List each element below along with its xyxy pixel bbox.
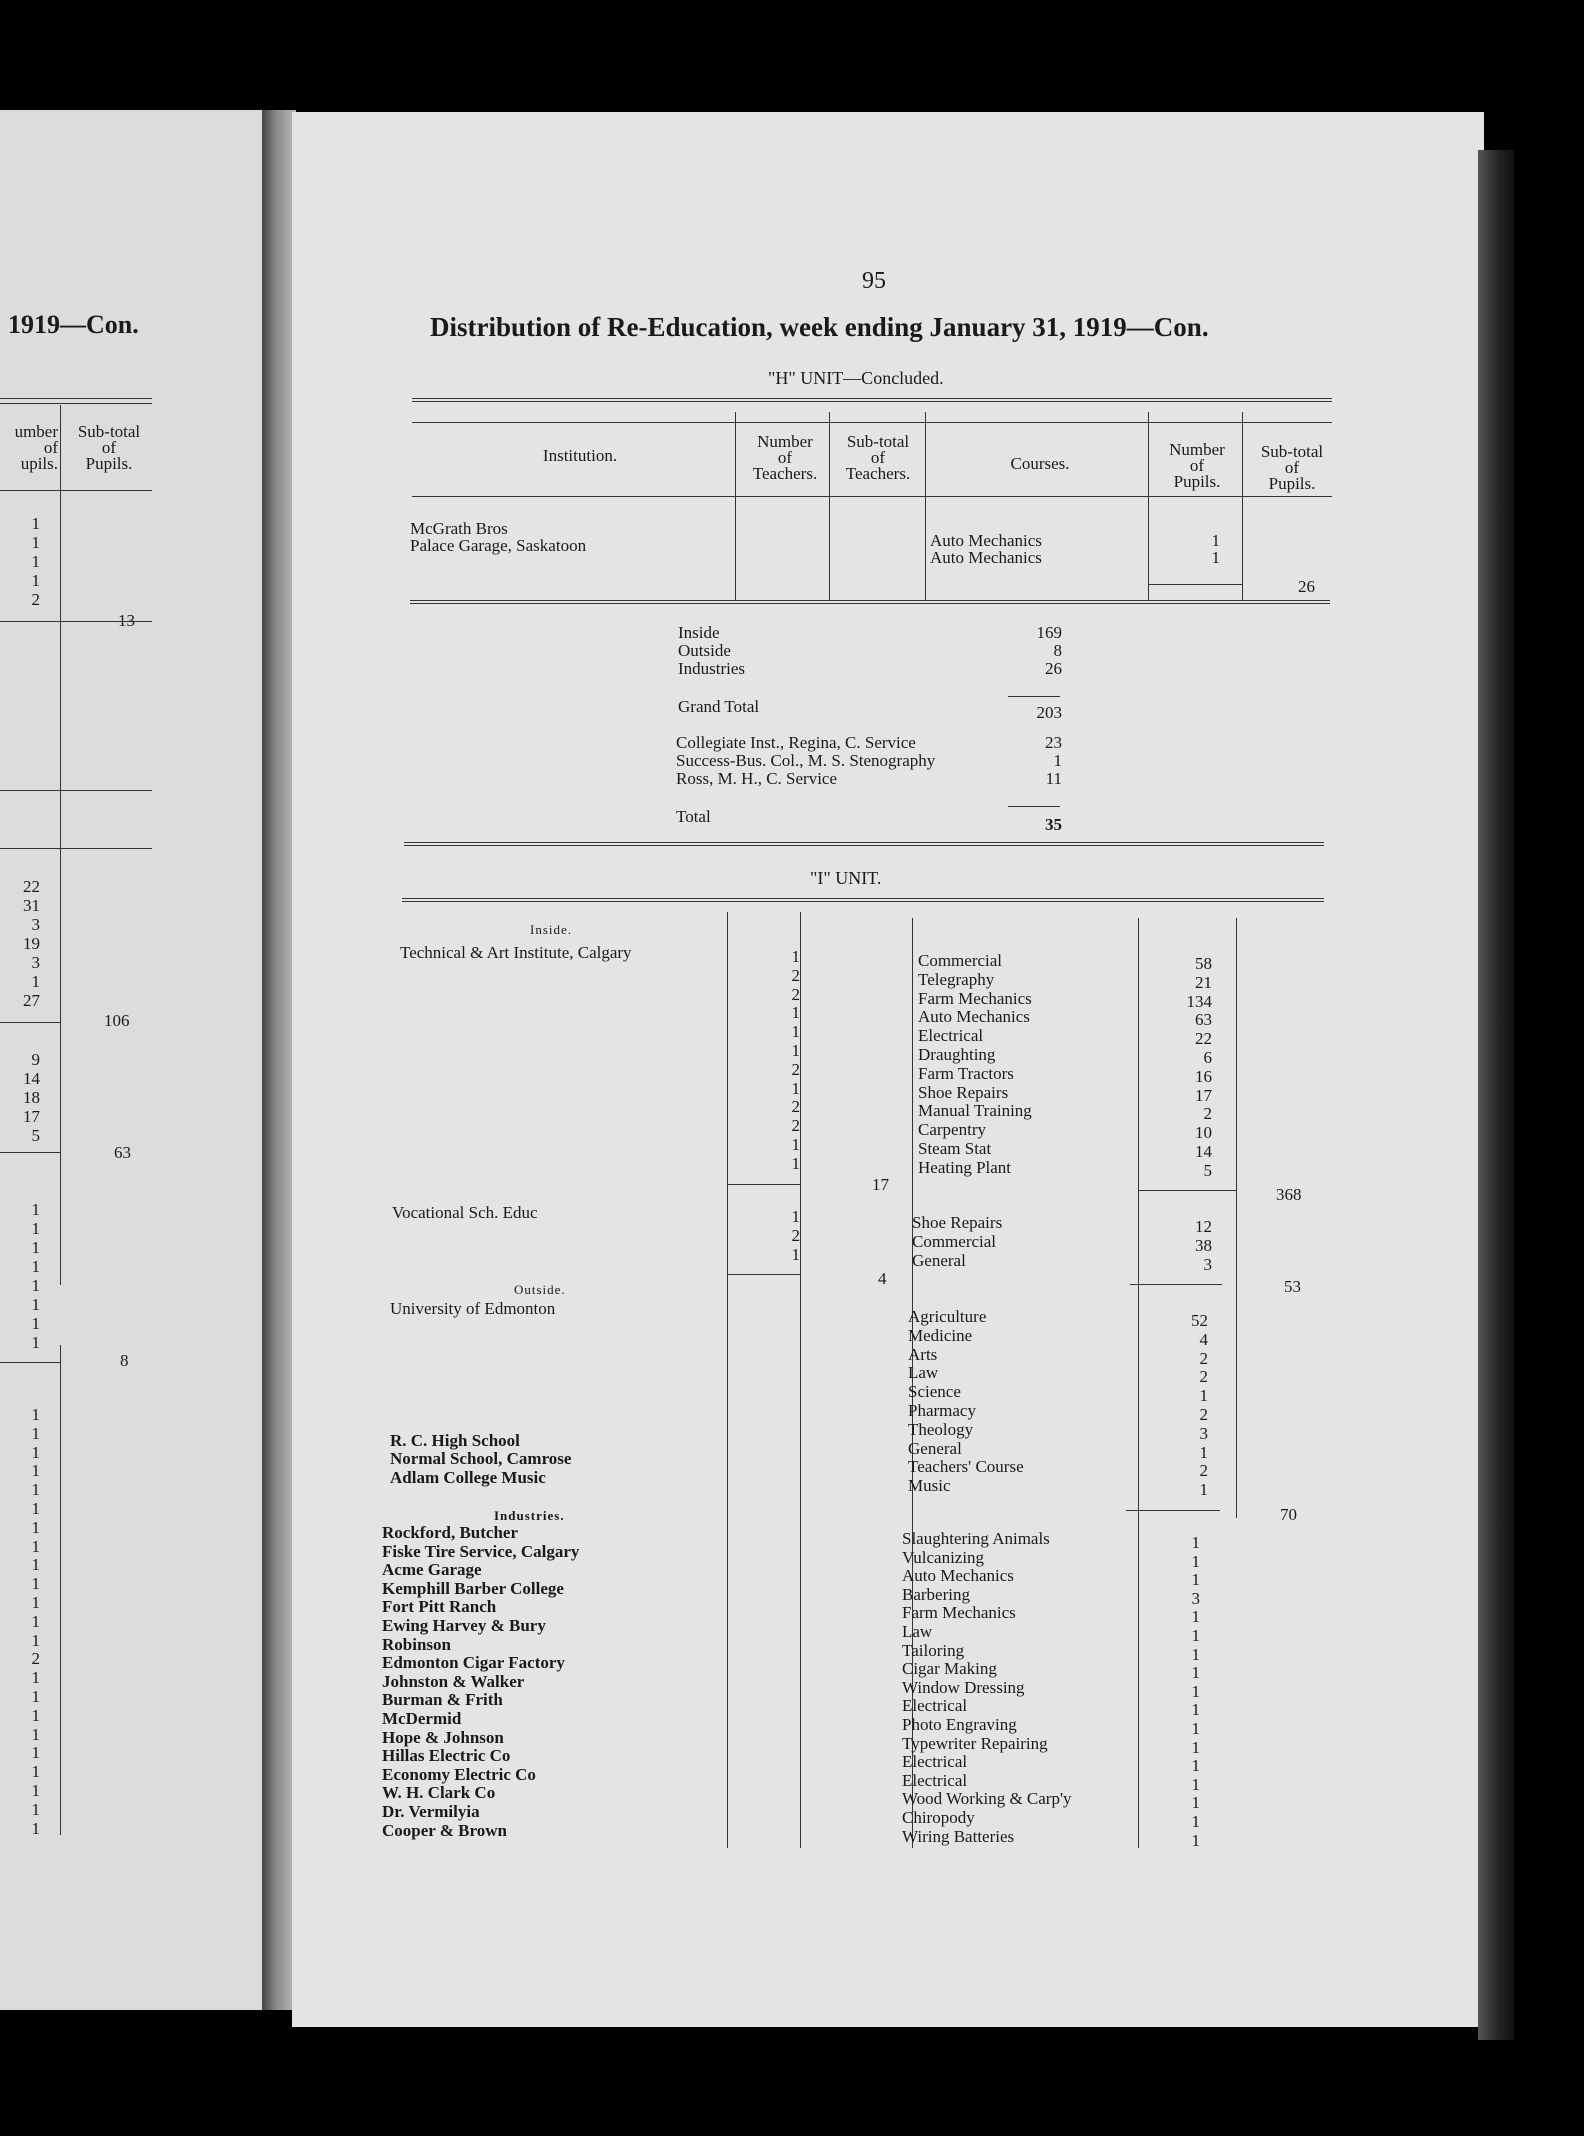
pupil-count: 19 bbox=[23, 934, 40, 953]
rule bbox=[1148, 584, 1242, 585]
blank-row bbox=[390, 1338, 571, 1357]
institution-name: Burman & Frith bbox=[382, 1690, 503, 1710]
header-institution: Institution. bbox=[542, 446, 618, 465]
column-divider bbox=[829, 412, 830, 600]
vocational-pupil-subtotal: 53 bbox=[1284, 1277, 1301, 1296]
course-name: Window Dressing bbox=[902, 1677, 1025, 1697]
pupil-count: 1 bbox=[1191, 1811, 1200, 1831]
blank-row bbox=[390, 1413, 571, 1432]
pupil-count: 1 bbox=[31, 1257, 40, 1276]
pupil-count: 14 bbox=[1195, 1141, 1212, 1161]
course-name: Telegraphy bbox=[918, 969, 995, 989]
pupil-count: 4 bbox=[1199, 1329, 1208, 1349]
pupil-count: 1 bbox=[1191, 1718, 1200, 1738]
course-name: Law bbox=[908, 1363, 939, 1383]
pupil-count: 1 bbox=[31, 972, 40, 991]
pupil-count: 1 bbox=[1191, 1793, 1200, 1813]
column-divider bbox=[735, 412, 736, 600]
pupil-count: 2 bbox=[1199, 1461, 1208, 1481]
pupil-count: 2 bbox=[1199, 1404, 1208, 1424]
rule bbox=[412, 422, 1332, 423]
industry-institutions bbox=[382, 1524, 579, 1840]
industry-pupils bbox=[1170, 1534, 1200, 1850]
left-counts-block5 bbox=[0, 1406, 40, 1838]
rule bbox=[0, 490, 152, 491]
course-name: Chiropody bbox=[902, 1807, 975, 1827]
pupil-count: 1 bbox=[31, 1333, 40, 1352]
left-subtotal-4: 8 bbox=[120, 1351, 129, 1370]
summary-label: Ross, M. H., C. Service bbox=[676, 769, 838, 788]
course-name: Farm Tractors bbox=[918, 1063, 1014, 1083]
course-name: Heating Plant bbox=[918, 1157, 1012, 1177]
column-divider bbox=[1138, 918, 1139, 1848]
pupil-count: 1 bbox=[31, 1668, 40, 1688]
teacher-count: 1 bbox=[791, 1153, 800, 1173]
summary-value: 26 bbox=[1045, 659, 1062, 678]
i-unit-caption: "I" UNIT. bbox=[810, 868, 882, 888]
teacher-count: 1 bbox=[791, 947, 800, 966]
pupil-count: 2 bbox=[1203, 1104, 1212, 1124]
pupil-count: 1 bbox=[31, 552, 40, 571]
institution-name: W. H. Clark Co bbox=[382, 1783, 496, 1803]
pupil-count: 1 bbox=[31, 1555, 40, 1575]
pupil-count: 6 bbox=[1203, 1047, 1212, 1067]
rule bbox=[1126, 1510, 1220, 1511]
course-name: Manual Training bbox=[918, 1101, 1032, 1121]
summary-label: Collegiate Inst., Regina, C. Service bbox=[676, 733, 916, 752]
pupil-count: 1 bbox=[31, 1405, 40, 1424]
pupil-count: 1 bbox=[31, 1219, 40, 1238]
pupil-count: 52 bbox=[1191, 1311, 1208, 1330]
technical-pupil-subtotal: 368 bbox=[1276, 1185, 1302, 1204]
technical-pupils bbox=[1172, 955, 1212, 1181]
page-edge bbox=[1478, 150, 1514, 2040]
course-name: Agriculture bbox=[908, 1307, 987, 1326]
pupil-count: 1 bbox=[31, 1536, 40, 1556]
rule bbox=[727, 1274, 800, 1275]
pupil-count: 134 bbox=[1186, 991, 1212, 1011]
pupil-count: 1 bbox=[31, 1818, 40, 1838]
pupil-count: 1 bbox=[31, 514, 40, 533]
pupil-count: 1 bbox=[31, 571, 40, 590]
header-num-teachers: Number of Teachers. bbox=[752, 432, 818, 483]
left-header-subtotal: Sub-total of Pupils. bbox=[77, 422, 141, 473]
pupil-count: 1 bbox=[31, 1574, 40, 1594]
vocational-institution: Vocational Sch. Educ bbox=[392, 1203, 538, 1222]
course-name: Barbering bbox=[902, 1584, 970, 1604]
pupil-count: 3 bbox=[31, 953, 40, 972]
grand-total-value: 203 bbox=[1036, 703, 1062, 722]
rule bbox=[0, 398, 152, 399]
course-name: Electrical bbox=[902, 1752, 968, 1772]
institution-name: Normal School, Camrose bbox=[390, 1449, 572, 1469]
pupil-count: 1 bbox=[31, 1442, 40, 1462]
teacher-count: 1 bbox=[791, 1078, 800, 1098]
course-name: Electrical bbox=[918, 1026, 984, 1046]
summary-label: Outside bbox=[678, 641, 731, 660]
course-name: Auto Mechanics bbox=[930, 531, 1042, 550]
column-divider bbox=[1148, 412, 1149, 600]
pupil-count: 1 bbox=[31, 1295, 40, 1314]
institution-name: Hillas Electric Co bbox=[382, 1746, 511, 1766]
course-name: Electrical bbox=[902, 1696, 968, 1716]
pupil-count: 16 bbox=[1195, 1066, 1212, 1086]
course-name: Draughting bbox=[918, 1044, 996, 1064]
technical-courses bbox=[918, 952, 1032, 1178]
pupil-count: 17 bbox=[1195, 1085, 1212, 1105]
pupil-count: 1 bbox=[31, 1743, 40, 1763]
pupil-count: 22 bbox=[23, 877, 40, 896]
teacher-count: 2 bbox=[791, 1116, 800, 1136]
column-divider bbox=[925, 412, 926, 600]
course-name: Commercial bbox=[912, 1231, 997, 1251]
pupil-count: 3 bbox=[1203, 1254, 1212, 1274]
pupil-count: 1 bbox=[31, 1517, 40, 1537]
rule bbox=[1138, 1190, 1236, 1191]
pupil-count: 1 bbox=[1211, 531, 1220, 550]
course-name: Arts bbox=[908, 1344, 938, 1364]
institution-name: Ewing Harvey & Bury bbox=[382, 1615, 546, 1635]
pupil-count: 9 bbox=[31, 1050, 40, 1069]
pupil-count: 1 bbox=[1199, 1480, 1208, 1500]
h-unit-pupils bbox=[1170, 532, 1220, 566]
institution-name: R. C. High School bbox=[390, 1430, 520, 1450]
pupil-count: 1 bbox=[31, 1705, 40, 1725]
pupil-count: 12 bbox=[1195, 1217, 1212, 1236]
teacher-count: 2 bbox=[791, 1225, 800, 1245]
pupil-count: 1 bbox=[31, 1592, 40, 1612]
pupil-count: 1 bbox=[31, 1238, 40, 1257]
pupil-count: 1 bbox=[1199, 1442, 1208, 1462]
inside-label: Inside. bbox=[530, 922, 573, 937]
summary-value: 169 bbox=[1036, 623, 1062, 642]
page-number: 95 bbox=[862, 268, 886, 294]
course-name: Cigar Making bbox=[902, 1659, 997, 1679]
pupil-count: 3 bbox=[31, 915, 40, 934]
summary-value: 23 bbox=[1045, 733, 1062, 752]
pupil-count: 18 bbox=[23, 1088, 40, 1107]
total-label: Total bbox=[676, 807, 711, 826]
pupil-count: 21 bbox=[1195, 972, 1212, 992]
institution-name: Fiske Tire Service, Calgary bbox=[382, 1541, 580, 1561]
left-page-title: 1919—Con. bbox=[8, 310, 139, 339]
teacher-count: 1 bbox=[791, 1022, 800, 1042]
header-courses: Courses. bbox=[1010, 454, 1070, 473]
pupil-count: 2 bbox=[31, 1649, 40, 1669]
pupil-count: 1 bbox=[1191, 1830, 1200, 1850]
h-unit-institutions bbox=[410, 520, 586, 554]
pupil-count: 1 bbox=[31, 1762, 40, 1782]
industry-courses bbox=[902, 1530, 1072, 1846]
technical-teacher-subtotal: 17 bbox=[872, 1175, 889, 1194]
summary-value: 8 bbox=[1053, 641, 1062, 660]
institution-name: Robinson bbox=[382, 1634, 451, 1654]
left-counts-block2 bbox=[0, 877, 40, 1010]
column-divider bbox=[60, 1345, 61, 1835]
summary-value: 11 bbox=[1045, 769, 1062, 788]
column-divider bbox=[60, 405, 61, 1285]
teacher-count: 1 bbox=[791, 1134, 800, 1154]
pupil-count: 1 bbox=[1191, 1607, 1200, 1627]
pupil-count: 1 bbox=[31, 1799, 40, 1819]
header-num-pupils: Number of Pupils. bbox=[1169, 440, 1225, 491]
h-unit-courses bbox=[930, 532, 1042, 566]
technical-teachers bbox=[770, 948, 800, 1174]
summary-value: 1 bbox=[1053, 751, 1062, 770]
pupil-count: 38 bbox=[1195, 1235, 1212, 1255]
rule bbox=[410, 600, 1330, 604]
teacher-count: 1 bbox=[791, 1244, 800, 1264]
institution-name: Fort Pitt Ranch bbox=[382, 1597, 497, 1617]
pupil-count: 1 bbox=[31, 1780, 40, 1800]
course-name: General bbox=[912, 1250, 966, 1270]
course-name: Photo Engraving bbox=[902, 1714, 1017, 1734]
blank-row bbox=[390, 1356, 571, 1375]
course-name: Typewriter Repairing bbox=[902, 1733, 1048, 1753]
summary-labels bbox=[678, 624, 745, 678]
course-name: Commercial bbox=[918, 951, 1003, 970]
outside-pupil-subtotal: 70 bbox=[1280, 1505, 1297, 1524]
rule bbox=[412, 496, 1332, 497]
rule bbox=[727, 1184, 800, 1185]
pupil-count: 1 bbox=[31, 1630, 40, 1650]
blank-row bbox=[390, 1394, 571, 1413]
institution-name: Dr. Vermilyia bbox=[382, 1801, 480, 1821]
left-header-number: umber of upils. bbox=[14, 422, 58, 473]
h-unit-caption: "H" UNIT—Concluded. bbox=[768, 368, 944, 388]
book-spine bbox=[262, 110, 296, 2010]
institution-name: McGrath Bros bbox=[410, 519, 508, 538]
summary-other-values bbox=[1010, 734, 1062, 788]
course-name: General bbox=[908, 1438, 962, 1458]
pupil-count: 1 bbox=[31, 1461, 40, 1481]
pupil-count: 63 bbox=[1195, 1010, 1212, 1030]
pupil-count: 1 bbox=[1191, 1700, 1200, 1720]
course-name: Science bbox=[908, 1382, 961, 1402]
pupil-count: 1 bbox=[1191, 1625, 1200, 1645]
institution-name: Economy Electric Co bbox=[382, 1764, 536, 1784]
pupil-count: 1 bbox=[31, 1724, 40, 1744]
pupil-count: 17 bbox=[23, 1107, 40, 1126]
industries-label: Industries. bbox=[494, 1508, 565, 1523]
h-unit-subtotal-pupils: 26 bbox=[1298, 577, 1315, 596]
pupil-count: 1 bbox=[31, 1200, 40, 1219]
summary-label: Success-Bus. Col., M. S. Stenography bbox=[676, 751, 936, 770]
pupil-count: 1 bbox=[1199, 1386, 1208, 1406]
column-divider bbox=[1236, 918, 1237, 1518]
teacher-count: 2 bbox=[791, 1059, 800, 1079]
teacher-count: 2 bbox=[791, 984, 800, 1004]
course-name: Tailoring bbox=[902, 1640, 965, 1660]
rule bbox=[0, 1152, 60, 1153]
pupil-count: 3 bbox=[1199, 1423, 1208, 1443]
institution-name: University of Edmonton bbox=[390, 1299, 556, 1318]
pupil-count: 1 bbox=[1191, 1774, 1200, 1794]
rule bbox=[412, 398, 1332, 402]
pupil-count: 1 bbox=[1191, 1644, 1200, 1664]
course-name: Medicine bbox=[908, 1325, 973, 1345]
pupil-count: 31 bbox=[23, 896, 40, 915]
summary-label: Inside bbox=[678, 623, 720, 642]
course-name: Teachers' Course bbox=[908, 1457, 1024, 1477]
summary-values bbox=[1010, 624, 1062, 678]
pupil-count: 5 bbox=[1203, 1160, 1212, 1180]
institution-name: Cooper & Brown bbox=[382, 1820, 507, 1840]
rule bbox=[0, 848, 152, 849]
institution-name: McDermid bbox=[382, 1708, 462, 1728]
pupil-count: 58 bbox=[1195, 954, 1212, 973]
course-name: Shoe Repairs bbox=[912, 1213, 1003, 1232]
summary-label: Industries bbox=[678, 659, 746, 678]
page-title: Distribution of Re-Education, week ending January 31, 1919—Con. bbox=[430, 312, 1209, 342]
pupil-count: 3 bbox=[1191, 1588, 1200, 1608]
institution-name: Kemphill Barber College bbox=[382, 1578, 564, 1598]
institution-name: Adlam College Music bbox=[390, 1468, 546, 1488]
pupil-count: 10 bbox=[1195, 1123, 1212, 1143]
course-name: Law bbox=[902, 1621, 933, 1641]
pupil-count: 1 bbox=[31, 1423, 40, 1443]
course-name: Music bbox=[908, 1476, 951, 1496]
left-counts-block1 bbox=[0, 514, 40, 609]
course-name: Theology bbox=[908, 1419, 974, 1439]
left-counts-block3 bbox=[0, 1050, 40, 1145]
outside-courses bbox=[908, 1308, 1024, 1496]
course-name: Farm Mechanics bbox=[918, 988, 1032, 1008]
header-subtotal-teachers: Sub-total of Teachers. bbox=[845, 432, 911, 483]
vocational-courses bbox=[912, 1214, 1002, 1270]
pupil-count: 2 bbox=[1199, 1367, 1208, 1387]
pupil-count: 1 bbox=[31, 1314, 40, 1333]
course-name: Shoe Repairs bbox=[918, 1082, 1009, 1102]
course-name: Auto Mechanics bbox=[930, 548, 1042, 567]
outside-pupils bbox=[1168, 1312, 1208, 1500]
summary-other-labels bbox=[676, 734, 935, 788]
pupil-count: 1 bbox=[31, 1611, 40, 1631]
blank-row bbox=[390, 1375, 571, 1394]
left-subtotal-3: 63 bbox=[114, 1143, 131, 1162]
blank-row bbox=[390, 1319, 571, 1338]
total-value: 35 bbox=[1045, 815, 1062, 834]
pupil-count: 1 bbox=[1211, 548, 1220, 567]
outside-label: Outside. bbox=[514, 1282, 566, 1297]
rule bbox=[0, 1362, 60, 1363]
pupil-count: 1 bbox=[31, 1276, 40, 1295]
teacher-count: 2 bbox=[791, 1097, 800, 1117]
course-name: Pharmacy bbox=[908, 1400, 976, 1420]
rule bbox=[402, 898, 1324, 902]
pupil-count: 1 bbox=[31, 1498, 40, 1518]
course-name: Steam Stat bbox=[918, 1138, 992, 1158]
course-name: Farm Mechanics bbox=[902, 1603, 1016, 1623]
pupil-count: 14 bbox=[23, 1069, 40, 1088]
column-divider bbox=[727, 912, 728, 1848]
column-divider bbox=[1242, 412, 1243, 600]
pupil-count: 1 bbox=[1191, 1737, 1200, 1757]
institution-name: Edmonton Cigar Factory bbox=[382, 1653, 565, 1673]
left-page bbox=[0, 110, 270, 2010]
course-name: Slaughtering Animals bbox=[902, 1529, 1050, 1548]
course-name: Electrical bbox=[902, 1770, 968, 1790]
pupil-count: 27 bbox=[23, 991, 40, 1010]
institution-name: Hope & Johnson bbox=[382, 1727, 504, 1747]
vocational-pupils bbox=[1172, 1218, 1212, 1274]
pupil-count: 1 bbox=[31, 1686, 40, 1706]
rule bbox=[0, 790, 152, 791]
institution-name: Johnston & Walker bbox=[382, 1671, 525, 1691]
rule bbox=[1008, 806, 1060, 807]
pupil-count: 1 bbox=[1191, 1570, 1200, 1590]
pupil-count: 2 bbox=[1199, 1348, 1208, 1368]
grand-total-label: Grand Total bbox=[678, 697, 760, 716]
pupil-count: 1 bbox=[1191, 1756, 1200, 1776]
header-subtotal-pupils: Sub-total of Pupils. bbox=[1260, 442, 1324, 493]
teacher-count: 2 bbox=[791, 965, 800, 985]
left-subtotal-2: 106 bbox=[104, 1011, 130, 1030]
course-name: Carpentry bbox=[918, 1120, 986, 1140]
rule bbox=[0, 1022, 60, 1023]
course-name: Wiring Batteries bbox=[902, 1826, 1015, 1846]
course-name: Vulcanizing bbox=[902, 1547, 985, 1567]
vocational-teacher-subtotal: 4 bbox=[878, 1269, 887, 1288]
course-name: Auto Mechanics bbox=[902, 1566, 1014, 1586]
technical-institution: Technical & Art Institute, Calgary bbox=[400, 943, 632, 962]
column-divider bbox=[800, 912, 801, 1848]
rule bbox=[0, 403, 152, 404]
rule bbox=[1130, 1284, 1222, 1285]
rule bbox=[404, 842, 1324, 846]
pupil-count: 1 bbox=[1191, 1663, 1200, 1683]
pupil-count: 5 bbox=[31, 1126, 40, 1145]
outside-institutions bbox=[390, 1300, 571, 1488]
pupil-count: 1 bbox=[1191, 1551, 1200, 1571]
teacher-count: 1 bbox=[791, 1003, 800, 1023]
institution-name: Palace Garage, Saskatoon bbox=[410, 536, 587, 555]
rule bbox=[1008, 696, 1060, 697]
pupil-count: 1 bbox=[31, 1480, 40, 1500]
teacher-count: 1 bbox=[791, 1040, 800, 1060]
vocational-teachers bbox=[770, 1208, 800, 1264]
course-name: Wood Working & Carp'y bbox=[902, 1789, 1072, 1809]
teacher-count: 1 bbox=[791, 1207, 800, 1226]
pupil-count: 1 bbox=[1191, 1533, 1200, 1552]
left-subtotal-1: 13 bbox=[118, 611, 135, 630]
pupil-count: 22 bbox=[1195, 1029, 1212, 1049]
institution-name: Rockford, Butcher bbox=[382, 1523, 518, 1542]
course-name: Auto Mechanics bbox=[918, 1007, 1030, 1027]
institution-name: Acme Garage bbox=[382, 1560, 482, 1580]
pupil-count: 1 bbox=[1191, 1681, 1200, 1701]
pupil-count: 1 bbox=[31, 533, 40, 552]
pupil-count: 2 bbox=[31, 590, 40, 609]
left-counts-block4 bbox=[0, 1200, 40, 1352]
